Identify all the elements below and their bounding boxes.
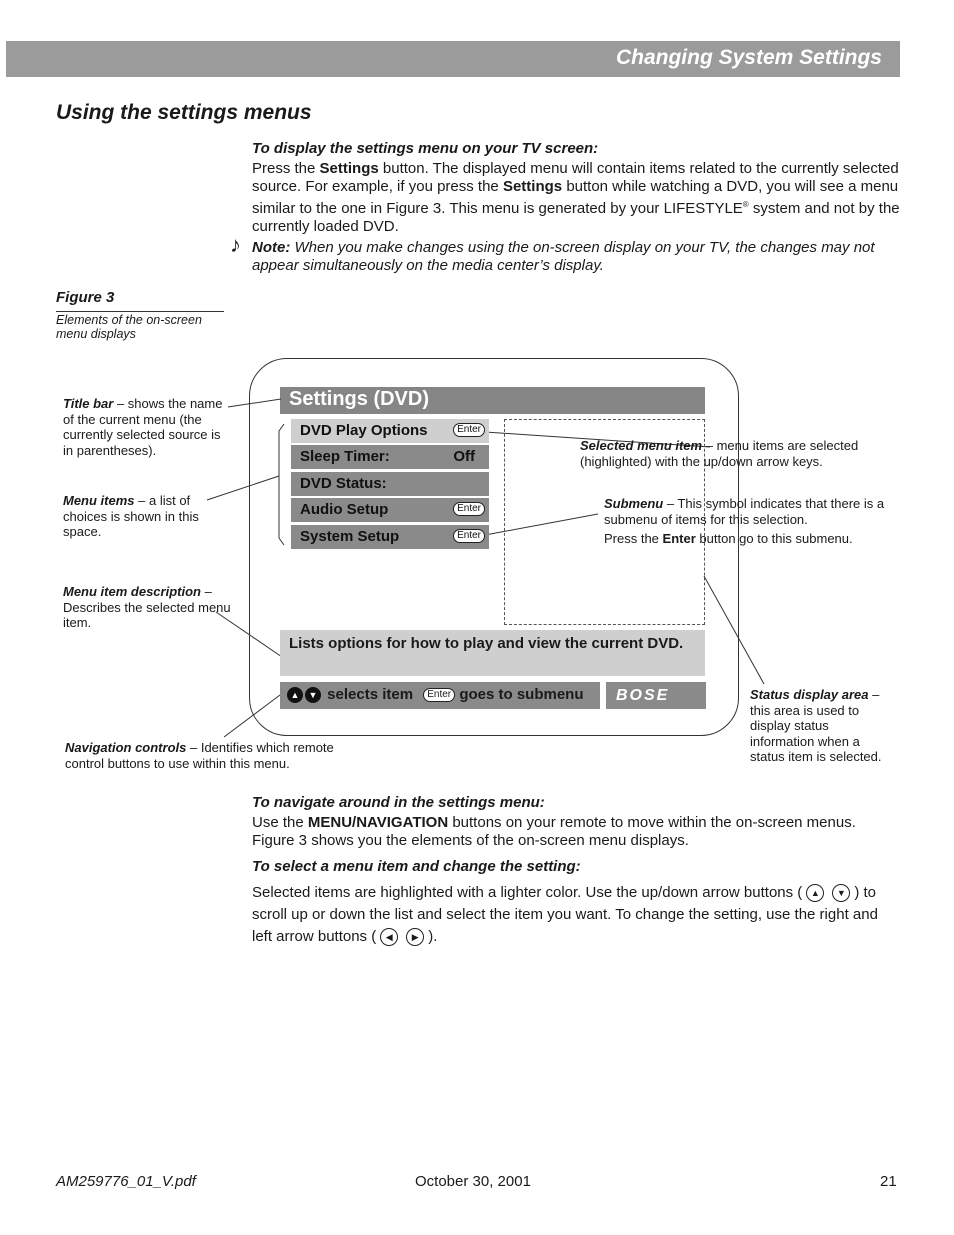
menu-item-label: DVD Play Options [300,422,428,439]
text: button go to this submenu. [699,531,853,546]
callout-text: – Describes the selected menu item. [63,584,231,630]
text-bold: Settings [319,160,379,177]
text: system and not by the currently loaded DVD. [252,200,900,235]
callout-status-display-area [750,687,892,765]
callout-label: Selected menu item [580,438,703,453]
text: Use the [252,814,304,831]
bose-logo-box [606,682,706,709]
bose-logo: BOSE [616,687,670,704]
right-arrow-button-icon: ▶ [406,928,424,946]
menu-item-label: System Setup [300,528,400,545]
callout-text: – Identifies which remote control buttons to use within this menu. [65,740,334,771]
music-note-icon: ♪ [230,232,241,257]
menu-item-value: Off [453,448,475,465]
enter-badge: Enter [453,529,485,543]
down-arrow-button-icon: ▼ [832,884,850,902]
callout-menu-items [63,493,213,540]
display-heading: To display the settings menu on your TV screen: [252,140,599,157]
callout-submenu [604,496,892,547]
up-arrow-icon: ▲ [287,687,303,703]
menu-item-system-setup[interactable] [291,525,489,549]
figure-label: Figure 3 [56,289,115,306]
figure-caption: Elements of the on-screen menu displays [56,313,202,341]
callout-text: – a list of choices is shown in this space. [63,493,199,539]
note-text: When you make changes using the on-screen display on your TV, the changes may not appear simultaneously on the media center’s display. [252,239,875,274]
navigate-heading: To navigate around in the settings menu: [252,794,545,811]
text: button while watching a DVD, you will see a menu similar to the one in Figure 3. This menu is generated by your LIFESTYLE [252,178,899,217]
footer-page-number: 21 [880,1173,897,1190]
callout-title-bar [63,396,231,458]
callout-label: Navigation controls [65,740,187,755]
text-bold: Enter [662,531,696,546]
callout-text: – shows the name of the current menu (the currently selected source is in parentheses). [63,396,223,458]
callout-menu-item-description [63,584,233,631]
footer-date: October 30, 2001 [415,1173,531,1190]
tv-title-bar: Settings (DVD) [280,387,705,414]
text: buttons on your remote to move within the on-screen menus. Figure 3 shows you the elements of the on-screen menu displays. [252,814,856,849]
text: Selected items are highlighted with a lighter color. Use the up/down arrow buttons ( [252,884,803,901]
enter-badge: Enter [423,688,455,702]
callout-selected-menu-item [580,438,890,469]
callout-text: – this area is used to display status information when a status item is selected. [750,687,882,764]
menu-item-dvd-play-options[interactable] [291,419,489,443]
up-arrow-button-icon: ▲ [806,884,824,902]
menu-item-dvd-status[interactable] [291,472,489,496]
callout-label: Submenu [604,496,664,511]
text: Press the [604,531,659,546]
callout-label: Title bar [63,396,114,411]
text: Press the [252,160,316,177]
left-arrow-button-icon: ◀ [380,928,398,946]
note-label: Note: [252,239,291,256]
menu-item-label: Audio Setup [300,501,389,518]
callout-navigation-controls [65,740,365,771]
menu-item-audio-setup[interactable] [291,498,489,522]
select-heading: To select a menu item and change the setting: [252,858,581,875]
registered-mark: ® [742,200,749,209]
select-paragraph [252,882,902,948]
callout-label: Status display area [750,687,869,702]
nav-selects-text: selects item [327,686,414,703]
enter-badge: Enter [453,423,485,437]
menu-item-label: DVD Status: [300,475,387,492]
menu-item-label: Sleep Timer: [300,448,390,465]
enter-badge: Enter [453,502,485,516]
text-bold: Settings [502,178,563,195]
text: ). [428,928,438,945]
callout-submenu-press [604,531,892,547]
text: ) to scroll up or down the list and select the item you want. To change the setting, use the right and left arrow buttons ( [252,884,878,945]
callout-label: Menu items [63,493,135,508]
nav-goes-text: goes to submenu [459,686,584,703]
down-arrow-icon: ▼ [305,687,321,703]
menu-item-description: Lists options for how to play and view the current DVD. [280,630,705,676]
text-bold: MENU/NAVIGATION [307,814,449,831]
footer-file: AM259776_01_V.pdf [56,1173,196,1190]
navigate-paragraph [252,814,902,850]
navigation-controls [280,682,600,709]
menu-item-sleep-timer[interactable] [291,445,489,469]
header-title: Changing System Settings [615,46,882,69]
callout-text: – menu items are selected (highlighted) with the up/down arrow keys. [580,438,859,469]
text: button. The displayed menu will contain items related to the currently selected source. For example, if you press the [252,160,899,195]
section-title: Using the settings menus [56,101,312,124]
callout-label: Menu item description [63,584,201,599]
callout-text: – This symbol indicates that there is a submenu of items for this selection. [604,496,885,527]
